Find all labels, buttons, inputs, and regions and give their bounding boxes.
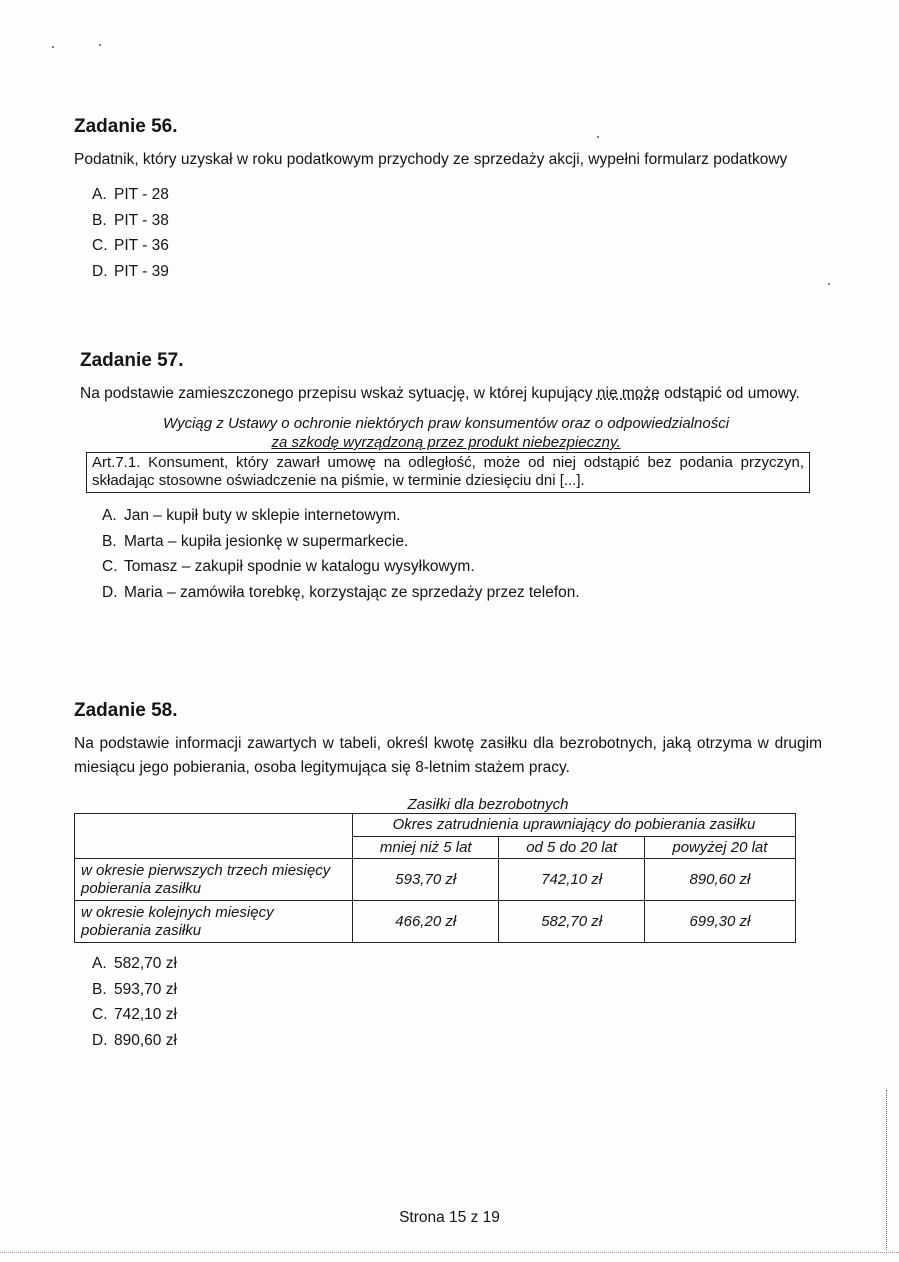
option-text: PIT - 28 [114, 186, 169, 203]
quote-title [80, 414, 812, 452]
table-cell: 593,70 zł [353, 859, 499, 901]
quote-title-line2: za szkodę wyrządzoną przez produkt niebezpieczny. [271, 434, 621, 451]
option-text: 742,10 zł [114, 1006, 177, 1023]
option-text: 890,60 zł [114, 1031, 177, 1049]
benefits-table [74, 813, 796, 943]
option-text: PIT - 39 [114, 262, 169, 280]
task-57-text-before: Na podstawie zamieszczonego przepisu wskaż sytuację, w której kupujący [80, 385, 597, 402]
quote-box: Art.7.1. Konsument, który zawarł umowę na odległość, może od niej odstąpić bez podania przyczyn, składając stosowne oświadczenie na piśmie, w terminie dziesięciu dni [...]. [86, 452, 810, 493]
scan-speck [597, 136, 599, 138]
table-group-header: Okres zatrudnienia uprawniający do pobierania zasiłku [353, 814, 796, 837]
option-text: PIT - 38 [114, 211, 169, 229]
table-column-header: od 5 do 20 lat [499, 837, 644, 859]
task-57-text-emphasis: nie może [596, 385, 660, 402]
table-caption: Zasiłki dla bezrobotnych [407, 796, 569, 813]
task-58-options [74, 951, 822, 1053]
task-58-title: Zadanie 58. [74, 700, 178, 721]
task-56 [74, 116, 819, 284]
table-cell: 699,30 zł [644, 901, 795, 943]
option-letter: B. [92, 211, 107, 229]
quote-title-line1: Wyciąg z Ustawy o ochronie niektórych praw konsumentów oraz o odpowiedzialności [162, 415, 730, 432]
option-text: 582,70 zł [114, 955, 177, 972]
task-56-options [74, 182, 819, 284]
task-58-text: Na podstawie informacji zawartych w tabeli, określ kwotę zasiłku dla bezrobotnych, jaką otrzyma w drugim miesiącu jego pobierania, osoba legitymująca się 8-letnim stażem pracy. [74, 735, 822, 776]
page-footer: Strona 15 z 19 [399, 1209, 500, 1226]
scan-speck [52, 46, 54, 48]
table-cell: 466,20 zł [353, 901, 499, 943]
option-letter: B. [92, 980, 107, 998]
table-row [75, 859, 796, 901]
table-row-label: w okresie kolejnych miesięcy pobierania zasiłku [75, 901, 353, 943]
table-cell: 582,70 zł [499, 901, 644, 943]
option-letter: B. [102, 532, 117, 550]
task-56-option-a [74, 182, 819, 208]
task-56-option-d [74, 259, 819, 285]
task-57-option-b [80, 529, 812, 555]
option-letter: C. [102, 558, 118, 575]
table-row-label: w okresie pierwszych trzech miesięcy pobierania zasiłku [75, 859, 353, 901]
table-row [75, 901, 796, 943]
task-58-option-c [74, 1002, 822, 1028]
option-letter: D. [92, 262, 108, 280]
scan-bottom-edge [0, 1252, 899, 1254]
option-letter: A. [92, 955, 107, 972]
task-57-text-after: odstąpić od umowy. [659, 385, 800, 402]
task-57-option-d [80, 580, 812, 606]
task-56-title: Zadanie 56. [74, 116, 178, 137]
option-text: Jan – kupił buty w sklepie internetowym. [124, 507, 401, 524]
option-letter: D. [92, 1031, 108, 1049]
task-57-options [80, 503, 812, 605]
scan-speck [828, 283, 830, 285]
table-cell: 890,60 zł [644, 859, 795, 901]
task-57-option-a [80, 503, 812, 529]
option-letter: A. [92, 186, 107, 203]
task-58 [74, 700, 822, 1053]
option-text: Tomasz – zakupił spodnie w katalogu wysyłkowym. [124, 558, 475, 575]
table-empty-cell [75, 814, 353, 859]
option-text: Marta – kupiła jesionkę w supermarkecie. [124, 532, 409, 550]
scan-edge-line [886, 1090, 888, 1250]
option-letter: C. [92, 1006, 108, 1023]
option-letter: D. [102, 583, 118, 601]
table-column-header: powyżej 20 lat [644, 837, 795, 859]
option-text: 593,70 zł [114, 980, 177, 998]
table-column-header: mniej niż 5 lat [353, 837, 499, 859]
task-57-text [80, 382, 812, 406]
scan-speck [99, 44, 101, 46]
task-58-option-b [74, 977, 822, 1003]
option-letter: C. [92, 237, 108, 254]
task-56-option-c [74, 233, 819, 259]
task-56-text: Podatnik, który uzyskał w roku podatkowym przychody ze sprzedaży akcji, wypełni formularz podatkowy [74, 151, 788, 168]
option-text: PIT - 36 [114, 237, 169, 254]
task-58-option-a [74, 951, 822, 977]
task-58-option-d [74, 1028, 822, 1054]
task-57 [80, 350, 812, 605]
table-header-row [75, 814, 796, 837]
task-57-option-c [80, 554, 812, 580]
option-letter: A. [102, 507, 117, 524]
option-text: Maria – zamówiła torebkę, korzystając ze sprzedaży przez telefon. [124, 583, 580, 601]
task-56-option-b [74, 208, 819, 234]
table-cell: 742,10 zł [499, 859, 644, 901]
task-57-title: Zadanie 57. [80, 350, 184, 371]
